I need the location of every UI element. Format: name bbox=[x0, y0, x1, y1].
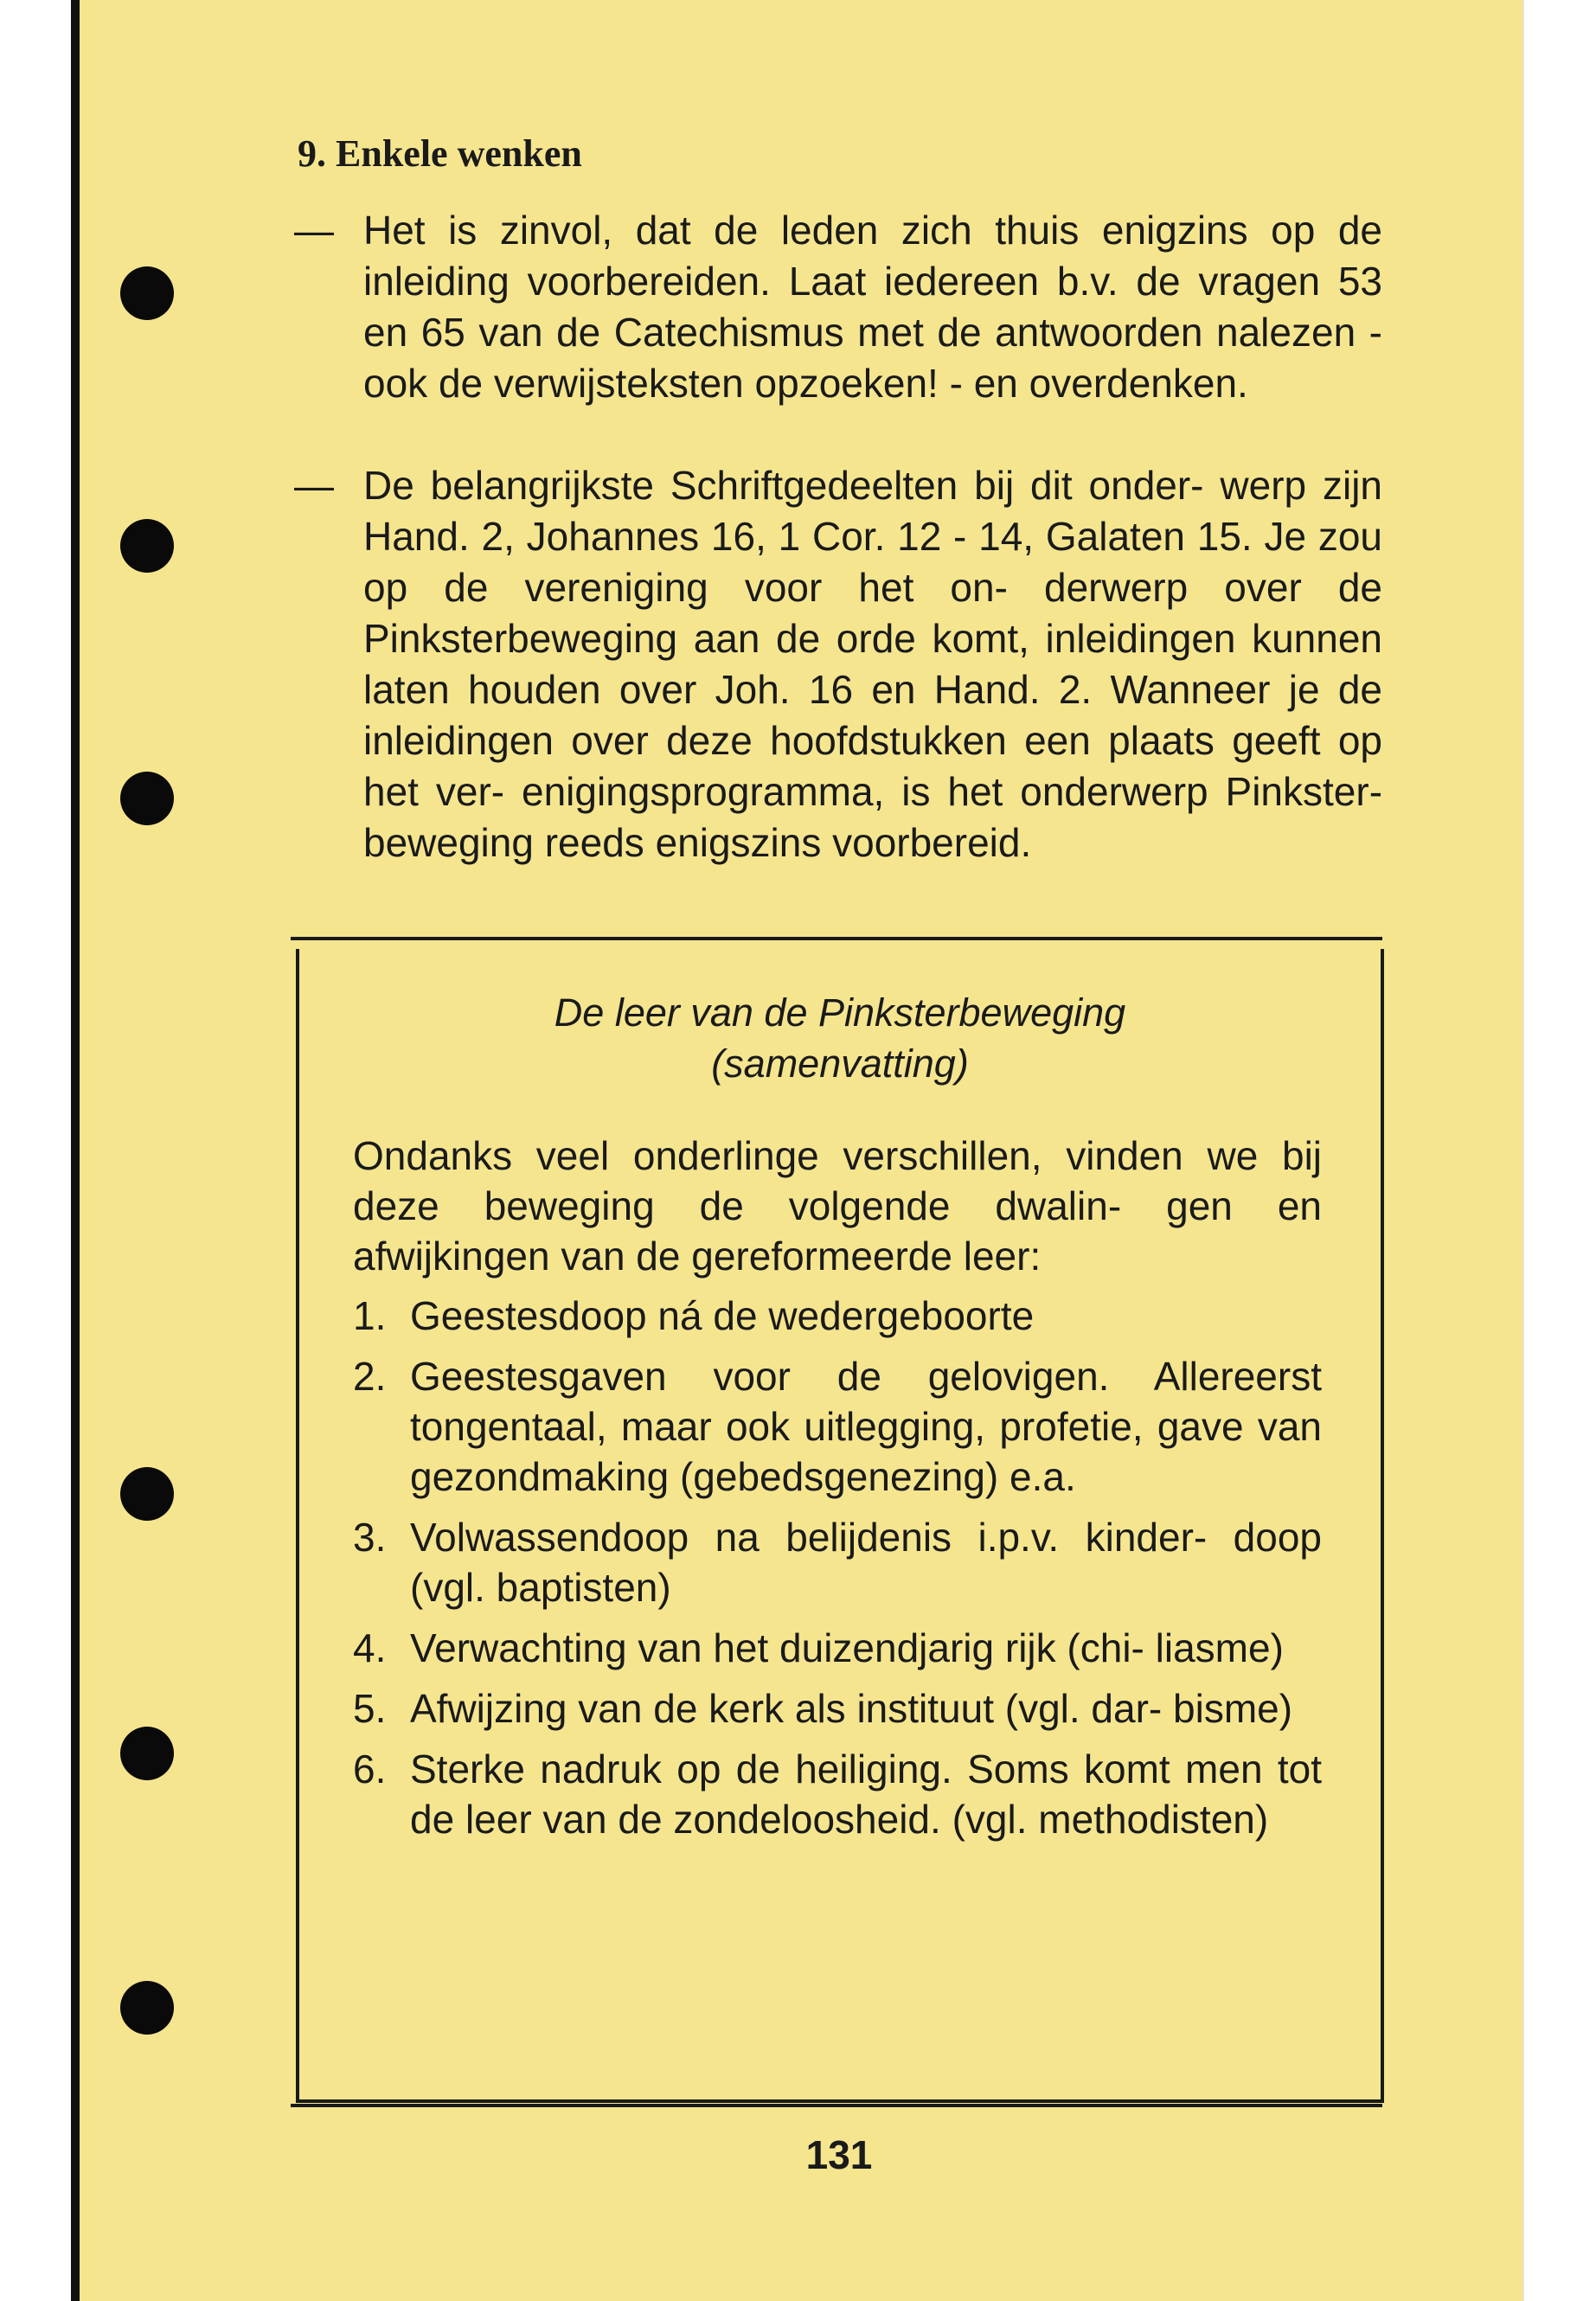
text-line: de antwoorden nalezen - ook de verwijsteksten bbox=[363, 310, 1382, 406]
list-item bbox=[353, 1623, 1322, 1673]
summary-title: De leer van de Pinksterbeweging bbox=[554, 990, 1126, 1035]
box-top-rule bbox=[291, 937, 1382, 940]
list-text bbox=[410, 1683, 1322, 1734]
page-right-edge bbox=[1522, 0, 1524, 2301]
text-line: Geestesdoop ná de wedergeboorte bbox=[410, 1293, 1035, 1338]
section-heading: 9. Enkele wenken bbox=[298, 132, 582, 175]
text-line: methodisten) bbox=[1038, 1797, 1269, 1842]
text-line: opzoeken! - en overdenken. bbox=[754, 361, 1248, 406]
dash-marker: — bbox=[294, 208, 334, 253]
list-text bbox=[410, 1291, 1322, 1341]
list-text bbox=[410, 1744, 1322, 1844]
text-line: derwerp over de Pinksterbeweging aan de orde bbox=[363, 565, 1383, 661]
punch-hole bbox=[120, 266, 174, 320]
text-line: we bij deze beweging de volgende dwalin- bbox=[353, 1133, 1323, 1228]
list-item bbox=[353, 1512, 1322, 1612]
punch-hole bbox=[120, 1467, 174, 1521]
text-line: Geestesgaven voor de gelovigen. Allereerst bbox=[410, 1354, 1322, 1399]
list-item bbox=[353, 1291, 1322, 1341]
text-line: liasme) bbox=[1155, 1625, 1284, 1670]
text-line: Galaten 15. Je zou op de vereniging voor het on- bbox=[363, 514, 1382, 610]
text-line: tongentaal, maar ook uitlegging, profetie, bbox=[410, 1404, 1144, 1449]
page-number: 131 bbox=[805, 2132, 873, 2177]
punch-hole bbox=[120, 1981, 174, 2035]
list-number: 4. bbox=[353, 1625, 387, 1670]
text-line: doop (vgl. baptisten) bbox=[410, 1515, 1322, 1610]
text-line: gave van gezondmaking (gebedsgenezing) bbox=[410, 1404, 1322, 1499]
text-line: op de inleiding voorbereiden. Laat iedereen bbox=[363, 208, 1382, 304]
text-line: Volwassendoop na belijdenis i.p.v. kinder- bbox=[410, 1515, 1208, 1560]
text-line: De belangrijkste Schriftgedeelten bij dit onder- bbox=[363, 463, 1204, 508]
list-number: 5. bbox=[353, 1686, 387, 1731]
tip-text bbox=[363, 460, 1382, 868]
text-line: men tot de leer van de zondeloosheid. (vgl. bbox=[410, 1747, 1322, 1842]
text-line: e.a. bbox=[1010, 1454, 1076, 1499]
text-line: b.v. de vragen 53 en 65 van de Catechismus met bbox=[363, 259, 1382, 355]
tip-text bbox=[363, 205, 1382, 409]
punch-hole bbox=[120, 519, 174, 573]
list-number: 3. bbox=[353, 1515, 387, 1560]
text-line: Afwijzing van de kerk als instituut (vgl. dar- bbox=[410, 1686, 1163, 1731]
punch-hole bbox=[120, 772, 174, 825]
list-item bbox=[353, 1683, 1322, 1734]
summary-subtitle: (samenvatting) bbox=[711, 1042, 969, 1086]
text-line: enigingsprogramma, is het onderwerp Pinkster- bbox=[522, 769, 1383, 814]
text-line: bisme) bbox=[1173, 1686, 1293, 1731]
text-line: deze hoofdstukken een plaats geeft op het ver- bbox=[363, 718, 1382, 814]
text-line: Het is zinvol, dat de leden zich thuis enigzins bbox=[363, 208, 1248, 253]
summary-intro bbox=[353, 1131, 1322, 1281]
list-number: 2. bbox=[353, 1354, 387, 1399]
page-left-edge bbox=[71, 0, 80, 2301]
text-line: werp zijn Hand. 2, Johannes 16, 1 Cor. 12 - 14, bbox=[363, 463, 1383, 559]
box-bottom-rule bbox=[291, 2104, 1382, 2107]
list-text bbox=[410, 1351, 1322, 1502]
tip-item bbox=[294, 460, 1382, 868]
text-line: 16 en Hand. 2. Wanneer je de inleidingen over bbox=[363, 667, 1382, 763]
text-line: Ondanks veel onderlinge verschillen, vinden bbox=[353, 1133, 1183, 1178]
list-item bbox=[353, 1351, 1322, 1502]
punch-hole bbox=[120, 1727, 174, 1780]
text-line: Verwachting van het duizendjarig rijk (chi- bbox=[410, 1625, 1144, 1670]
list-number: 6. bbox=[353, 1747, 387, 1791]
list-item bbox=[353, 1744, 1322, 1844]
list-text bbox=[410, 1512, 1322, 1612]
list-text bbox=[410, 1623, 1322, 1673]
text-line: Sterke nadruk op de heiliging. Soms komt bbox=[410, 1747, 1170, 1791]
tip-item bbox=[294, 205, 1382, 409]
text-line: beweging reeds enigszins voorbereid. bbox=[363, 820, 1032, 865]
text-line: komt, inleidingen kunnen laten houden over Joh. bbox=[363, 616, 1382, 712]
dash-marker: — bbox=[294, 463, 334, 508]
summary-box bbox=[296, 949, 1384, 2103]
list-number: 1. bbox=[353, 1293, 387, 1338]
summary-list bbox=[353, 1291, 1322, 1855]
text-line: gen en afwijkingen van de gereformeerde leer: bbox=[353, 1183, 1323, 1279]
